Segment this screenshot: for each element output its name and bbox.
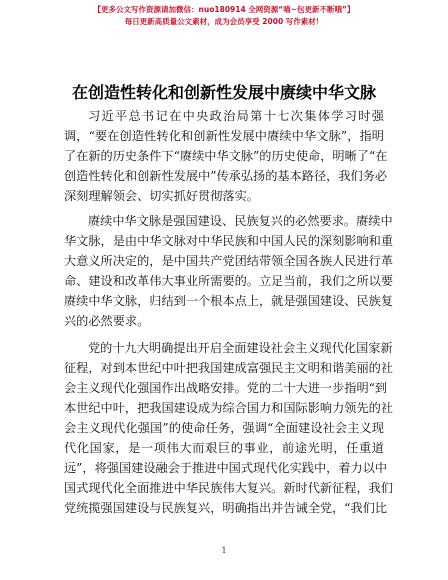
promo-banner-line-1: 【更多公文写作资源请加微信：nuo180914 全网资源“喵~包更新不断哦”】: [93, 5, 355, 14]
paragraph-1-line-4: 创造性转化和创新性发展中”传承弘扬的基本路径，我们务必: [64, 169, 388, 183]
paragraph-1-line-3: 了在新的历史条件下“赓续中华文脉”的历史使命，明晰了“在: [64, 149, 388, 163]
paragraph-2-line-2: 华文脉，是由中华文脉对中华民族和中国人民的深刻影响和重: [64, 234, 394, 248]
document-title: 在创造性转化和创新性发展中赓续中华文脉: [71, 83, 376, 102]
paragraph-3-line-4: 本世纪中叶，把我国建设成为综合国力和国际影响力领先的社: [64, 401, 394, 415]
paragraph-2-line-6: 兴的必然要求。: [64, 314, 150, 328]
paragraph-3-line-6: 代化国家，是一项伟大而艰巨的事业，前途光明，任重道: [64, 441, 384, 455]
paragraph-3-line-7: 远”，将强国建设融会于推进中国式现代化实践中，着力以中: [64, 461, 388, 475]
paragraph-2-line-1: 赓续中华文脉是强国建设、民族复兴的必然要求。赓续中: [88, 214, 393, 228]
paragraph-3-line-8: 国式现代化全面推进中华民族伟大复兴。新时代新征程，我们: [64, 481, 394, 495]
paragraph-2-line-5: 赓续中华文脉，归结到一个根本点上，就是强国建设、民族复: [64, 294, 394, 308]
paragraph-1-line-1: 习近平总书记在中央政治局第十七次集体学习时强: [88, 109, 384, 123]
paragraph-3-line-9: 党统揽强国建设与民族复兴，明确指出并告诫全党，“我们比: [64, 501, 388, 515]
paragraph-3-line-2: 征程，对到本世纪中叶把我国建成富强民主文明和谐美丽的社: [64, 361, 394, 375]
paragraph-3-line-1: 党的十九大明确提出开启全面建设社会主义现代化国家新: [88, 341, 393, 355]
paragraph-2-line-4: 命、建设和改革伟大事业所需要的。立足当前，我们之所以要: [64, 274, 394, 288]
paragraph-3-line-3: 会主义现代化强国作出战略安排。党的二十大进一步指明“到: [64, 381, 388, 395]
promo-banner: [0, 4, 448, 28]
promo-banner-line-2: 每日更新高质量公文素材，成为会员享受 2000 写作素材！: [124, 17, 324, 26]
page-number: 1: [221, 546, 227, 555]
paragraph-2-line-3: 大意义所决定的，是中国共产党团结带领全国各族人民进行革: [64, 254, 394, 268]
paragraph-1-line-5: 深刻理解领会、切实抓好贯彻落实。: [64, 189, 259, 203]
paragraph-3-line-5: 会主义现代化强国”的使命任务，强调“全面建设社会主义现: [64, 421, 384, 435]
paragraph-1-line-2: 调，“要在创造性转化和创新性发展中赓续中华文脉”，指明: [64, 129, 384, 143]
